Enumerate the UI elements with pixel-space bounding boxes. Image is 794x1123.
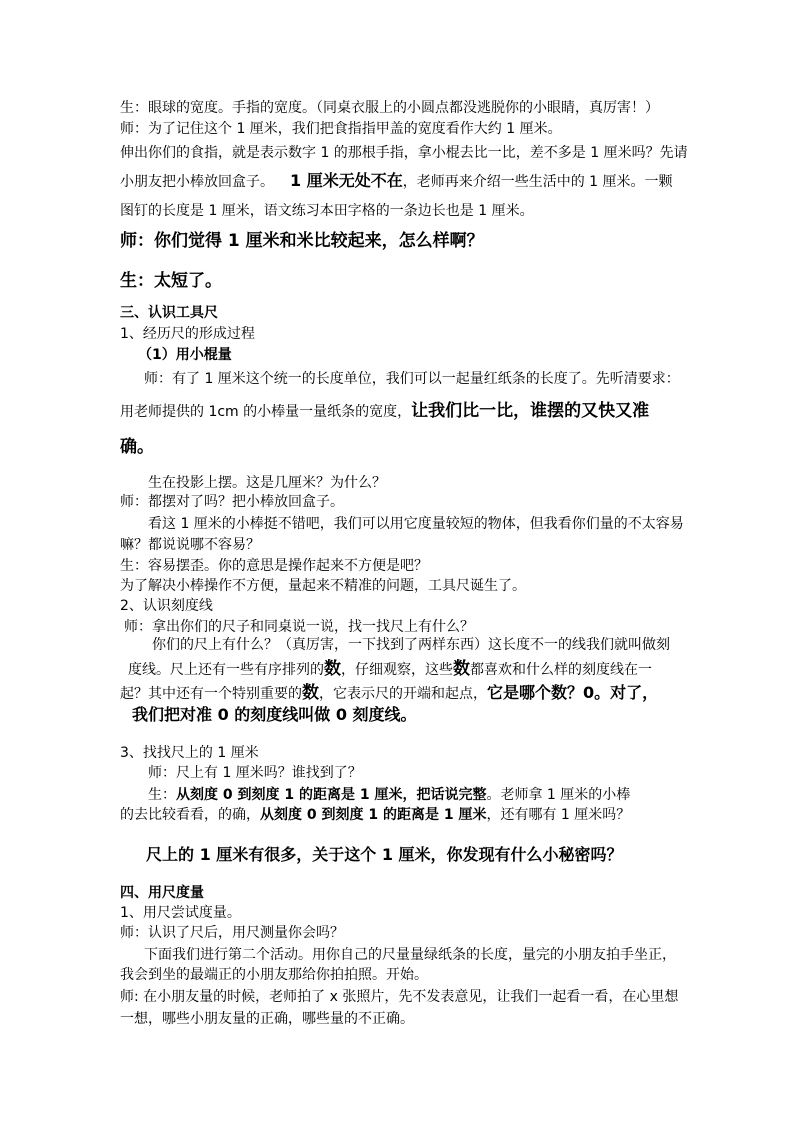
paragraph xyxy=(120,144,688,162)
subsection-heading xyxy=(120,744,259,762)
paragraph xyxy=(120,120,562,138)
text-line: 小朋友把小棒放回盒子。 xyxy=(120,174,274,190)
paragraph xyxy=(120,1010,414,1028)
paragraph xyxy=(120,557,428,575)
paragraph xyxy=(128,660,652,679)
text-line: 生： xyxy=(148,787,176,803)
text-line: 伸出你们的食指，就是表示数字 1 的那根手指，拿小棍去比一比，差不多是 1 厘米吗？先请 xyxy=(120,145,688,161)
paragraph xyxy=(148,764,362,782)
paragraph xyxy=(120,988,678,1006)
text-line: 我会到坐的最端正的小朋友那给你拍拍照。开始。 xyxy=(120,967,428,983)
text-line: 师：认识了尺后，用尺测量你会吗？ xyxy=(120,925,344,941)
text-line: 看这 1 厘米的小棒挺不错吧，我们可以用它度量较短的物体，但我看你们量的不太容易 xyxy=(148,516,684,532)
paragraph xyxy=(120,402,649,421)
paragraph xyxy=(120,172,673,191)
text-line: 确。 xyxy=(120,437,154,457)
text-line: 的去比较看看，的确， xyxy=(120,807,260,823)
section-heading xyxy=(120,884,204,902)
paragraph xyxy=(152,636,670,654)
paragraph xyxy=(120,577,526,595)
section-heading xyxy=(120,304,218,322)
paragraph xyxy=(148,786,630,804)
text-line: 生：眼球的宽度。手指的宽度。（同桌衣服上的小圆点都没逃脱你的小眼睛，真厉害！） xyxy=(120,100,659,116)
text-line: 师：为了记住这个 1 厘米，我们把食指指甲盖的宽度看作大约 1 厘米。 xyxy=(120,121,562,137)
paragraph xyxy=(132,706,417,724)
subsection-heading xyxy=(120,597,213,615)
sub-subsection-heading xyxy=(138,346,232,364)
paragraph xyxy=(120,438,154,456)
text-line: 。老师拿 1 厘米的小棒 xyxy=(486,787,631,803)
paragraph xyxy=(120,924,344,942)
text-line: 你们的尺上有什么？（真厉害，一下找到了两样东西）这长度不一的线我们就叫做刻 xyxy=(152,637,670,653)
text-line: 1、经历尺的形成过程 xyxy=(120,326,255,342)
paragraph xyxy=(148,474,386,492)
paragraph xyxy=(120,536,260,554)
paragraph xyxy=(120,99,659,117)
text-line: 师：都摆对了吗？把小棒放回盒子。 xyxy=(120,494,344,510)
text-line: 我们把对准 0 的刻度线叫做 0 刻度线。 xyxy=(132,705,417,724)
text-line: 生：太短了。 xyxy=(120,271,222,291)
paragraph xyxy=(146,846,623,864)
text-line: 师：你们觉得 1 厘米和米比较起来，怎么样啊？ xyxy=(120,231,484,251)
dialogue-heading xyxy=(120,272,222,290)
text-line: 1、用尺尝试度量。 xyxy=(120,905,241,921)
text-line: （1）用小棍量 xyxy=(138,347,232,363)
text-line: 三、认识工具尺 xyxy=(120,305,218,321)
paragraph xyxy=(120,493,344,511)
text-line: 度线。尺上还有一些有序排列的 xyxy=(128,662,324,678)
text-line: ，它表示尺的开端和起点， xyxy=(319,686,487,702)
paragraph xyxy=(120,202,534,220)
text-line: 下面我们进行第二个活动。用你自己的尺量量绿纸条的长度，量完的小朋友拍手坐正， xyxy=(144,947,676,963)
text-line: ，仔细观察，这些 xyxy=(341,662,453,678)
emphasis-text: 从刻度 0 到刻度 1 的距离是 1 厘米，把话说完整 xyxy=(176,787,487,803)
text-line: 生在投影上摆。这是几厘米？为什么？ xyxy=(148,475,386,491)
text-line: 都喜欢和什么样的刻度线在一 xyxy=(470,662,652,678)
text-line: 用老师提供的 1cm 的小棒量一量纸条的宽度， xyxy=(120,404,412,420)
emphasis-text: 1 厘米无处不在 xyxy=(290,171,403,190)
subsection-heading xyxy=(120,904,241,922)
paragraph xyxy=(144,370,680,388)
subsection-heading xyxy=(120,325,255,343)
text-line: 3、找找尺上的 1 厘米 xyxy=(120,745,259,761)
emphasis-text: 数 xyxy=(453,659,470,679)
emphasis-text: 从刻度 0 到刻度 1 的距离是 1 厘米 xyxy=(260,807,487,823)
text-line: 师: 在小朋友量的时候，老师拍了 x 张照片，先不发表意见，让我们一起看一看，在心里想 xyxy=(120,989,679,1005)
paragraph xyxy=(120,806,630,824)
text-line: 一想，哪些小朋友量的正确，哪些量的不正确。 xyxy=(120,1011,414,1027)
paragraph xyxy=(148,515,684,533)
text-line: ，老师再来介绍一些生活中的 1 厘米。一颗 xyxy=(402,174,673,190)
paragraph xyxy=(124,618,474,636)
text-line: 为了解决小棒操作不方便，量起来不精准的问题，工具尺诞生了。 xyxy=(120,578,526,594)
text-line: 师：尺上有 1 厘米吗？谁找到了？ xyxy=(148,765,362,781)
text-line: 师：拿出你们的尺子和同桌说一说，找一找尺上有什么？ xyxy=(124,619,474,635)
paragraph xyxy=(144,946,676,964)
text-line: 嘛？都说说哪不容易？ xyxy=(120,537,260,553)
text-line: 图钉的长度是 1 厘米，语文练习本田字格的一条边长也是 1 厘米。 xyxy=(120,203,534,219)
paragraph xyxy=(120,966,428,984)
text-line: 生：容易摆歪。你的意思是操作起来不方便是吧？ xyxy=(120,558,428,574)
emphasis-text: 让我们比一比，谁摆的又快又准 xyxy=(411,401,650,421)
dialogue-heading xyxy=(120,232,484,250)
text-line: 起？其中还有一个特别重要的 xyxy=(120,686,302,702)
text-line: 尺上的 1 厘米有很多，关于这个 1 厘米，你发现有什么小秘密吗？ xyxy=(146,845,623,864)
text-line: 四、用尺度量 xyxy=(120,885,204,901)
emphasis-text: 数 xyxy=(324,659,341,679)
paragraph xyxy=(120,684,658,703)
emphasis-text: 数 xyxy=(302,683,319,703)
text-line: ，还有哪有 1 厘米吗？ xyxy=(486,807,631,823)
emphasis-text: 它是哪个数？0。对了， xyxy=(487,683,659,702)
text-line: 师：有了 1 厘米这个统一的长度单位，我们可以一起量红纸条的长度了。先听清要求： xyxy=(144,371,680,387)
text-line: 2、认识刻度线 xyxy=(120,598,213,614)
